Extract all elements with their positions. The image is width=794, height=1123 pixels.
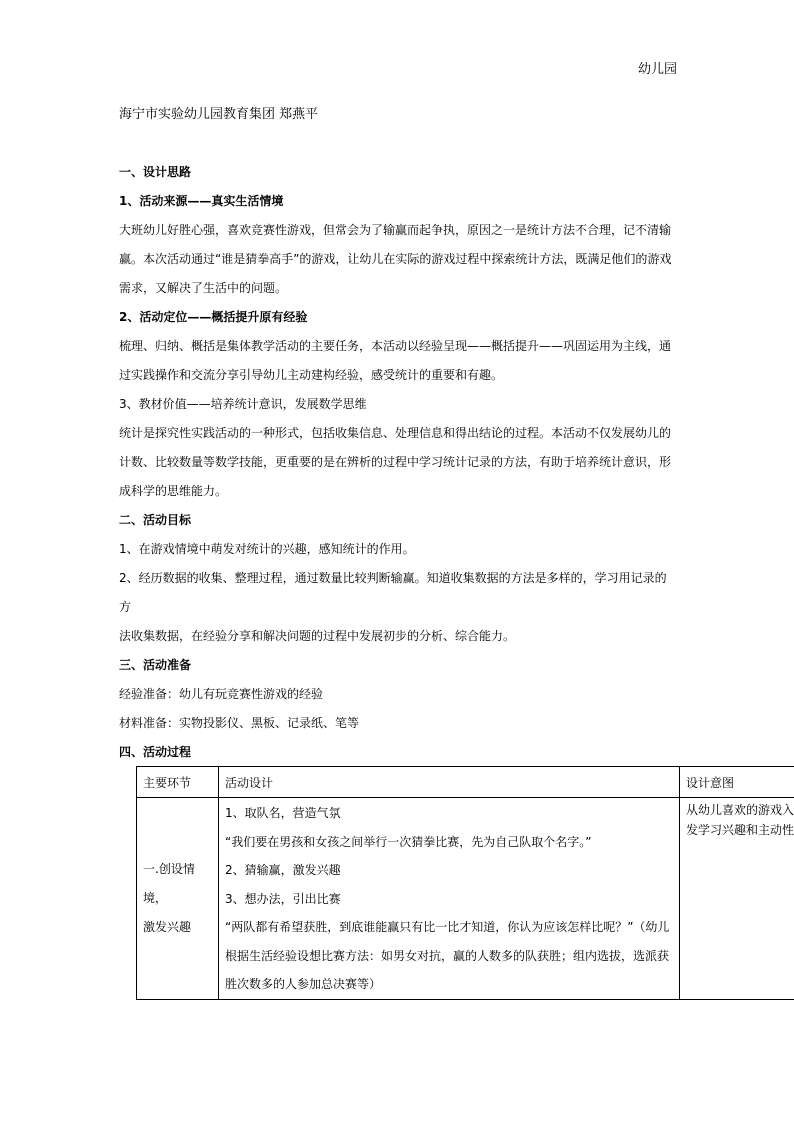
author-line: 海宁市实验幼儿园教育集团 郑燕平	[119, 107, 319, 122]
design-line: 2、猜输赢，激发兴趣	[225, 863, 341, 877]
intent-cell	[680, 798, 794, 1000]
paragraph-line: 需求，又解决了生活中的问题。	[119, 281, 288, 295]
preparation-materials: 材料准备：实物投影仪、黑板、记录纸、笔等	[119, 716, 360, 730]
heading-activity-preparation: 三、活动准备	[119, 658, 192, 672]
preparation-experience: 经验准备：幼儿有玩竞赛性游戏的经验	[119, 687, 324, 701]
design-cell	[219, 798, 680, 1000]
heading-activity-process: 四、活动过程	[119, 745, 192, 759]
design-line: 根据生活经验设想比赛方法：如男女对抗，赢的人数多的队获胜；组内选拔，选派获	[225, 948, 670, 963]
paragraph-line: 过实践操作和交流分享引导幼儿主动建构经验，感受统计的重要和有趣。	[119, 368, 504, 382]
stage-line: 一.创设情境，	[143, 861, 195, 905]
paragraph-line: 法收集数据，在经验分享和解决问题的过程中发展初步的分析、综合能力。	[119, 629, 516, 643]
paragraph-line: 成科学的思维能力。	[119, 484, 228, 498]
header-main-stage: 主要环节	[137, 767, 219, 798]
stage-cell	[137, 798, 219, 1000]
design-line: “两队都有希望获胜，到底谁能赢只有比一比才知道，你认为应该怎样比呢？”（幼儿	[225, 920, 670, 934]
design-line: 3、想办法，引出比赛	[225, 891, 341, 906]
design-line: “我们要在男孩和女孩之间举行一次猜拳比赛，先为自己队取个名字。”	[225, 834, 592, 849]
activity-process-table	[136, 766, 794, 1000]
goal-item: 1、在游戏情境中萌发对统计的兴趣，感知统计的作用。	[119, 542, 415, 556]
paragraph-line: 赢。本次活动通过“谁是猜拳高手”的游戏，让幼儿在实际的游戏过程中探索统计方法，既满足他们的游戏	[119, 252, 672, 266]
paragraph-line: 梳理、归纳、概括是集体教学活动的主要任务，本活动以经验呈现——概括提升——巩固运用为主线，通	[119, 339, 672, 353]
header-activity-design: 活动设计	[219, 767, 680, 798]
subheading-activity-positioning: 2、活动定位——概括提升原有经验	[119, 310, 308, 324]
stage-line: 激发兴趣	[143, 919, 192, 934]
paragraph-line: 计数、比较数量等数学技能，更重要的是在辨析的过程中学习统计记录的方法，有助于培养统计意识，形	[119, 455, 672, 469]
heading-activity-goals: 二、活动目标	[119, 513, 192, 527]
paragraph-line: 大班幼儿好胜心强，喜欢竞赛性游戏，但常会为了输赢而起争执，原因之一是统计方法不合理，记不清输	[119, 223, 672, 237]
table-row	[137, 798, 794, 1000]
header-right-text: 幼儿园	[638, 62, 678, 77]
intent-line: 从幼儿喜欢的游戏入	[686, 803, 794, 817]
heading-design-idea: 一、设计思路	[119, 165, 192, 179]
design-line: 1、取队名，营造气氛	[225, 806, 341, 820]
goal-item: 2、经历数据的收集、整理过程，通过数量比较判断输赢。知道收集数据的方法是多样的，学习用记录的方	[119, 571, 667, 614]
header-design-intent: 设计意图	[680, 767, 794, 798]
design-line: 胜次数多的人参加总决赛等）	[225, 977, 382, 991]
intent-line: 发学习兴趣和主动性	[686, 823, 794, 837]
paragraph-line: 统计是探究性实践活动的一种形式，包括收集信息、处理信息和得出结论的过程。本活动不仅发展幼儿的	[119, 426, 672, 440]
subheading-activity-source: 1、活动来源——真实生活情境	[119, 194, 284, 208]
table-header-row	[137, 767, 794, 798]
document-body	[119, 158, 674, 767]
subheading-material-value: 3、教材价值——培养统计意识，发展数学思维	[119, 397, 367, 411]
